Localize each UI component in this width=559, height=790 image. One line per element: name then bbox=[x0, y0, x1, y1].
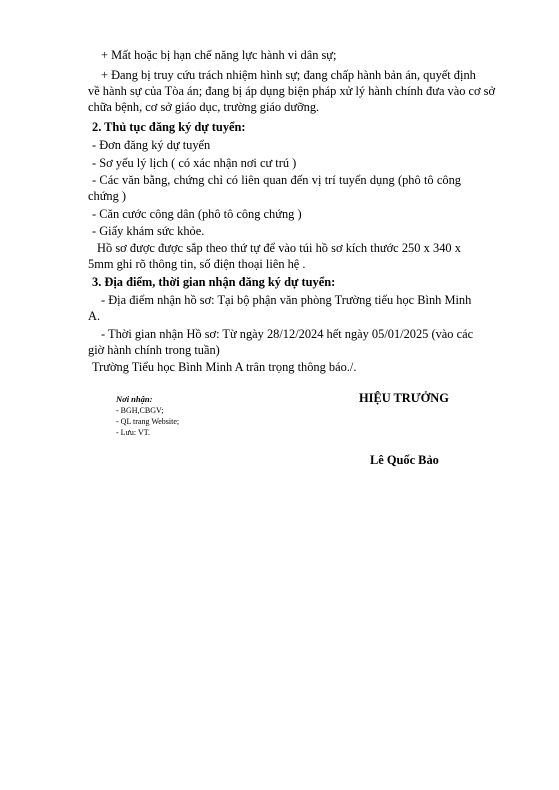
required-document-3-line-1: - Các văn bằng, chứng chỉ có liên quan đến vị trí tuyển dụng (phô tô công bbox=[92, 173, 461, 187]
required-document-5: - Giấy khám sức khỏe. bbox=[92, 224, 205, 238]
condition-plus-2-line-2: về hành sự của Tòa án; đang bị áp dụng biện pháp xử lý hành chính đưa vào cơ sở bbox=[88, 84, 496, 98]
submission-time-line-1: - Thời gian nhận Hồ sơ: Từ ngày 28/12/2024 hết ngày 05/01/2025 (vào các bbox=[101, 327, 474, 341]
recipient-item: - Lưu: VT. bbox=[116, 428, 151, 437]
recipient-item: - BGH,CBGV; bbox=[116, 406, 164, 415]
recipient-item: - QL trang Website; bbox=[116, 417, 180, 426]
required-document-1: - Đơn đăng ký dự tuyển bbox=[92, 138, 211, 152]
required-document-3-line-2: chứng ) bbox=[88, 189, 127, 203]
section-3-heading: 3. Địa điểm, thời gian nhận đăng ký dự tuyển: bbox=[92, 275, 336, 289]
packaging-instruction-line-2: 5mm ghi rõ thông tin, số điện thoại liên hệ . bbox=[88, 257, 306, 271]
section-2-heading: 2. Thủ tục đăng ký dự tuyển: bbox=[92, 120, 246, 134]
closing-statement: Trường Tiểu học Bình Minh A trân trọng thông báo./. bbox=[92, 360, 357, 374]
required-document-4: - Căn cước công dân (phô tô công chứng ) bbox=[92, 207, 302, 221]
signer-name: Lê Quốc Bảo bbox=[370, 453, 439, 467]
submission-time-line-2: giờ hành chính trong tuần) bbox=[88, 343, 220, 357]
required-document-2: - Sơ yếu lý lịch ( có xác nhận nơi cư trú ) bbox=[92, 156, 297, 170]
submission-place-line-1: - Địa điểm nhận hồ sơ: Tại bộ phận văn phòng Trường tiểu học Bình Minh bbox=[101, 293, 472, 307]
condition-plus-2-line-3: chữa bệnh, cơ sở giáo dục, trường giáo dưỡng. bbox=[88, 100, 320, 114]
signer-position: HIỆU TRƯỞNG bbox=[359, 391, 449, 405]
submission-place-line-2: A. bbox=[88, 309, 101, 323]
condition-plus-2-line-1: + Đang bị truy cứu trách nhiệm hình sự; đang chấp hành bản án, quyết định bbox=[101, 68, 476, 82]
packaging-instruction-line-1: Hồ sơ được được sắp theo thứ tự để vào túi hồ sơ kích thước 250 x 340 x bbox=[97, 241, 461, 255]
condition-plus-1: + Mất hoặc bị hạn chế năng lực hành vi dân sự; bbox=[101, 48, 337, 62]
recipients-title: Nơi nhận: bbox=[116, 394, 153, 404]
